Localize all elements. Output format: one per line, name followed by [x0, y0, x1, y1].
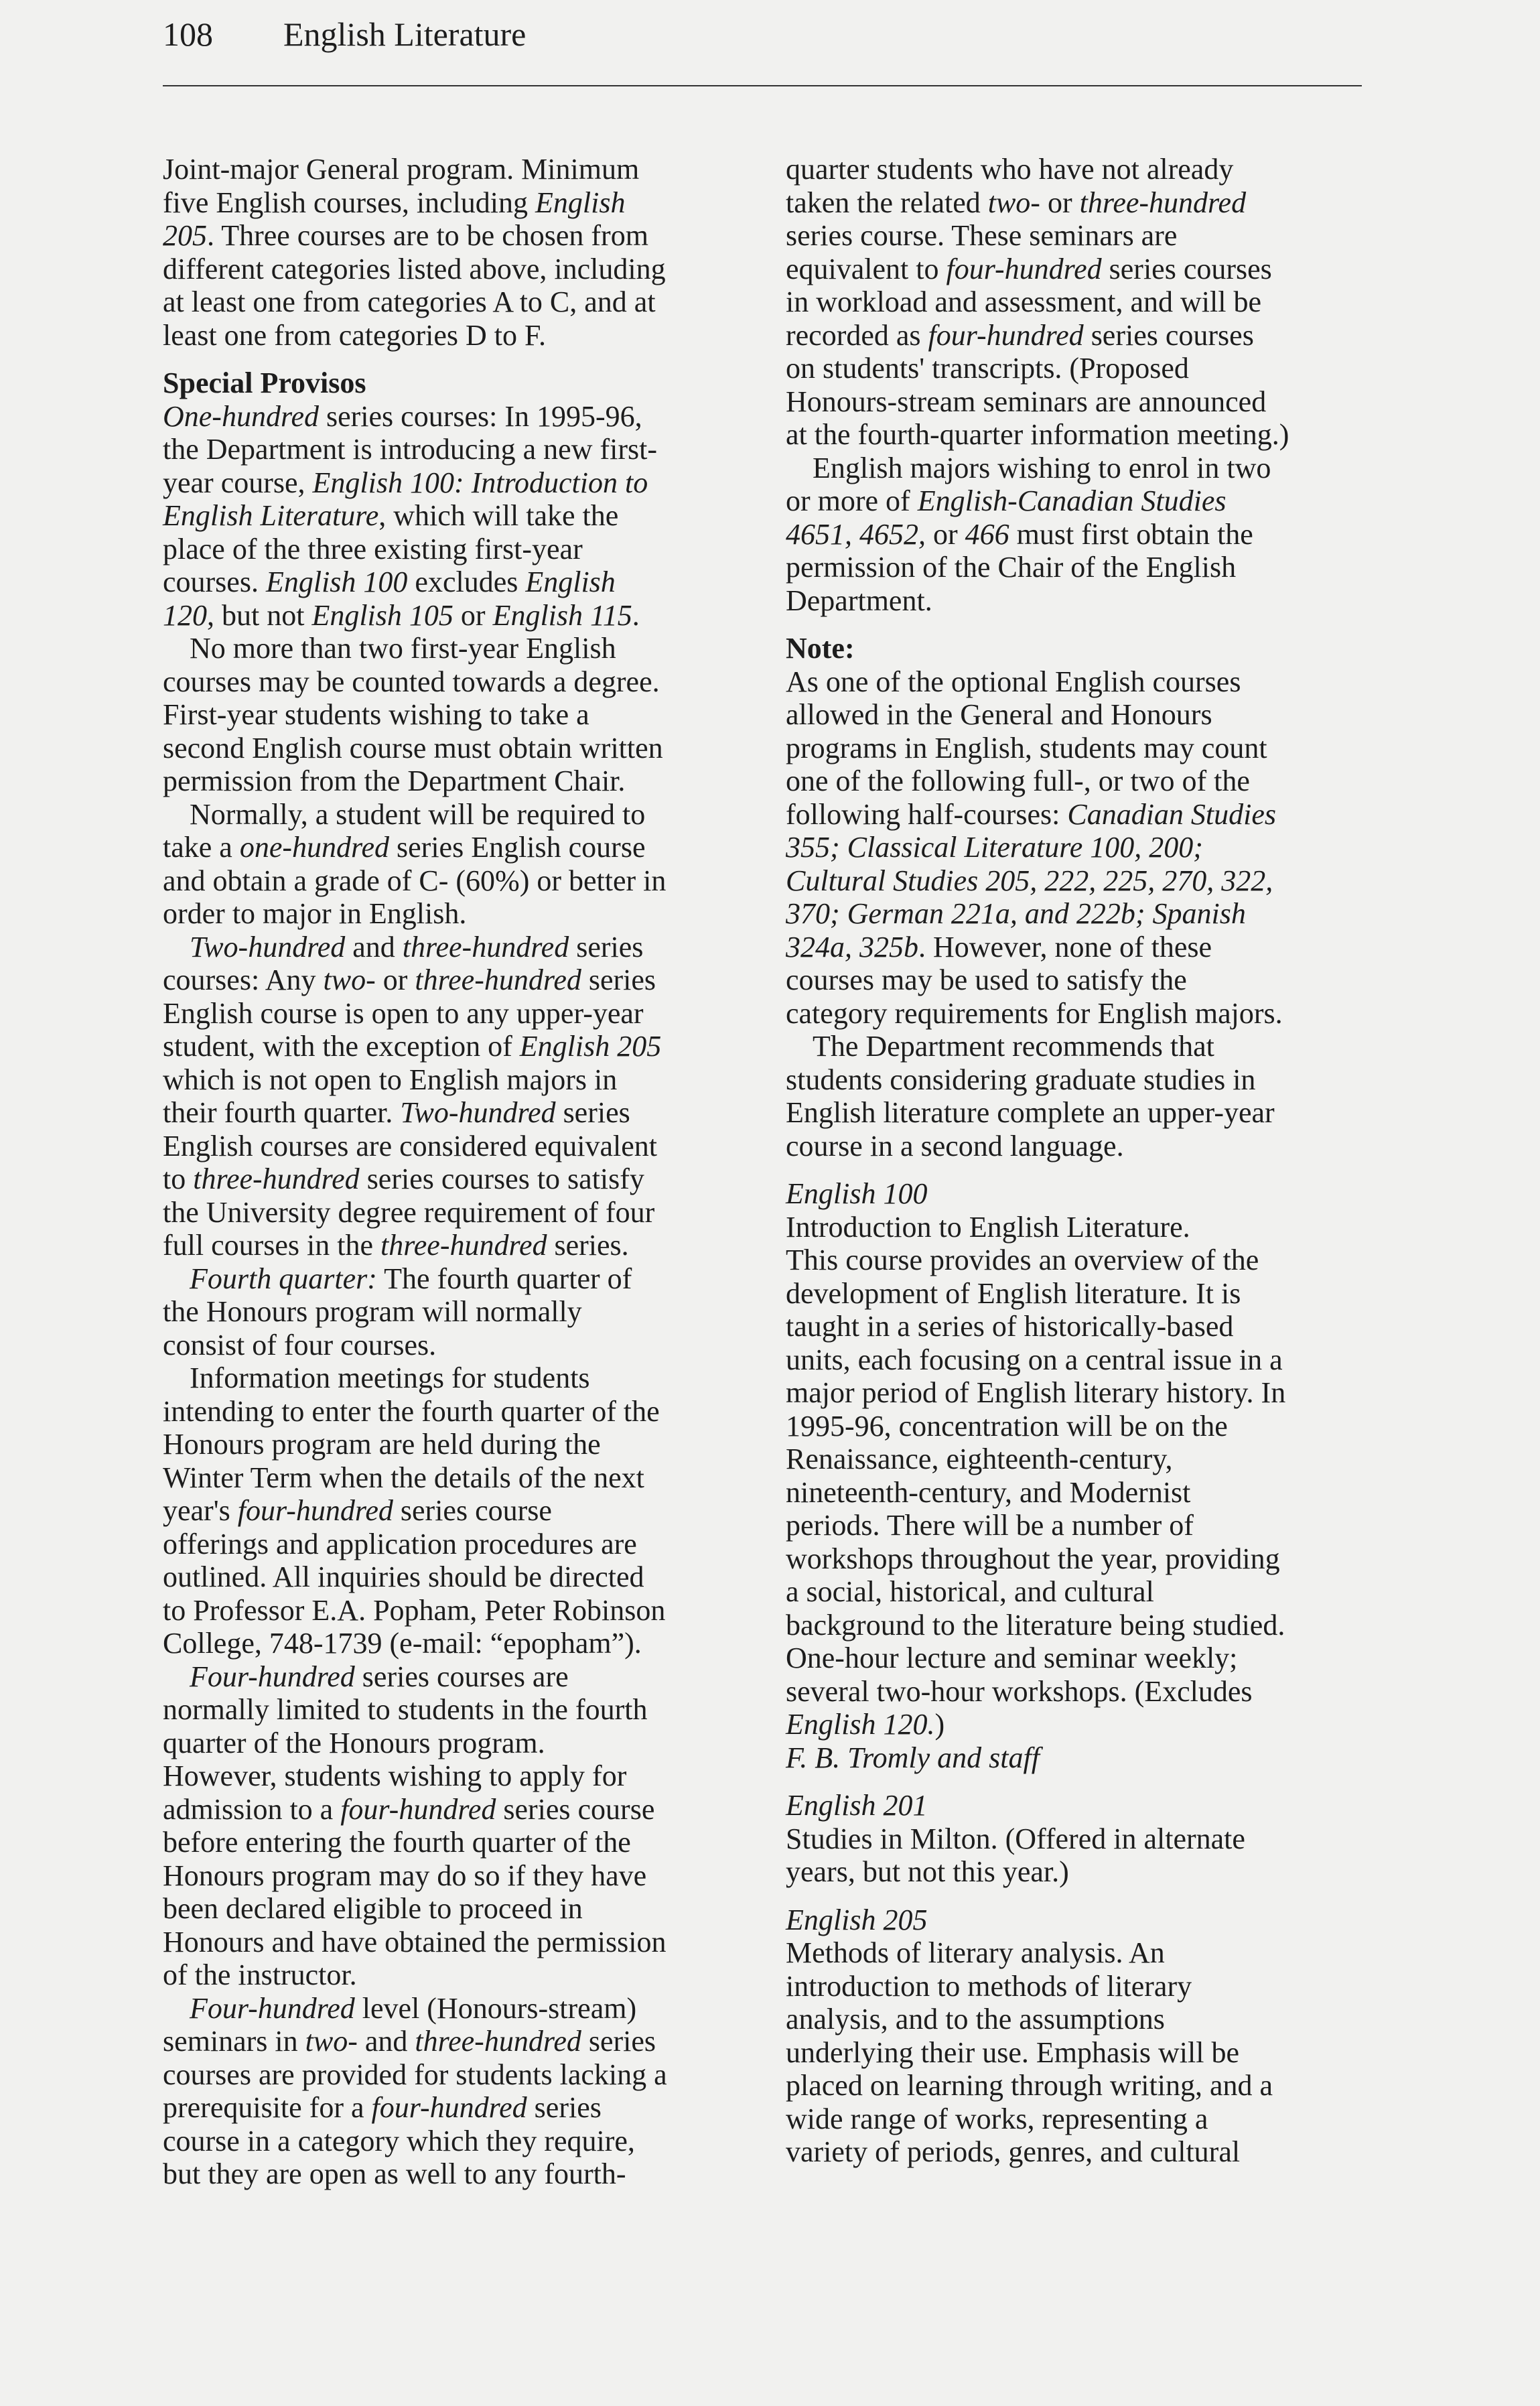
text-line: F. B. Tromly and staff	[786, 1741, 1040, 1774]
text-line: taught in a series of historically-based	[786, 1310, 1234, 1343]
text-line: courses are provided for students lacking a	[163, 2058, 667, 2091]
text-line: Four-hundred level (Honours-stream)	[190, 1991, 637, 2025]
text-line: their fourth quarter. Two-hundred series	[163, 1096, 630, 1129]
text-line: second English course must obtain written	[163, 731, 663, 764]
text-line: Honours program may do so if they have	[163, 1859, 647, 1892]
text-line: 370; German 221a, and 222b; Spanish	[786, 897, 1246, 930]
running-title: English Literature	[283, 15, 527, 53]
text-line: of the instructor.	[163, 1958, 357, 1991]
text-line: outlined. All inquiries should be directed	[163, 1560, 644, 1593]
text-line: 205. Three courses are to be chosen from	[163, 219, 648, 252]
text-line: English majors wishing to enrol in two	[813, 451, 1271, 484]
text-line: Cultural Studies 205, 222, 225, 270, 322,	[786, 864, 1273, 897]
text-line: the Department is introducing a new first-	[163, 433, 658, 466]
text-line: major period of English literary history. In	[786, 1376, 1286, 1409]
text-line: to Professor E.A. Popham, Peter Robinson	[163, 1593, 666, 1627]
text-line: English 120.)	[786, 1708, 945, 1741]
paragraph	[163, 1361, 740, 1660]
text-line: before entering the fourth quarter of the	[163, 1826, 631, 1859]
text-line: students considering graduate studies in	[786, 1063, 1256, 1096]
text-line: Honours-stream seminars are announced	[786, 385, 1267, 418]
text-line: at the fourth-quarter information meeting.)	[786, 418, 1289, 451]
text-line: Studies in Milton. (Offered in alternate	[786, 1822, 1245, 1855]
text-line: 4651, 4652, or 466 must first obtain the	[786, 517, 1253, 551]
text-line: at least one from categories A to C, and at	[163, 285, 656, 318]
text-line: different categories listed above, including	[163, 252, 666, 285]
text-line: the University degree requirement of four	[163, 1195, 655, 1229]
text-line: One-hour lecture and seminar weekly;	[786, 1642, 1238, 1674]
text-line: English course is open to any upper-year	[163, 996, 644, 1030]
text-line: Honours program are held during the	[163, 1428, 601, 1461]
paragraph	[786, 452, 1363, 618]
text-line: Winter Term when the details of the next	[163, 1461, 644, 1494]
paragraph	[163, 931, 740, 1262]
page-number: 108	[163, 15, 213, 53]
text-line: following half-courses: Canadian Studies	[786, 797, 1277, 831]
text-line: years, but not this year.)	[786, 1855, 1069, 1888]
text-line: allowed in the General and Honours	[786, 698, 1212, 731]
page-header	[163, 8, 1362, 88]
section-heading-special-provisos: Special Provisos	[163, 366, 366, 399]
text-line: Introduction to English Literature.	[786, 1210, 1190, 1244]
text-line: offerings and application procedures are	[163, 1527, 637, 1560]
section-heading-note: Note:	[786, 632, 855, 665]
text-line: seminars in two- and three-hundred series	[163, 2025, 656, 2058]
text-line: placed on learning through writing, and a	[786, 2069, 1273, 2102]
text-line: courses. English 100 excludes English	[163, 565, 616, 598]
text-line: category requirements for English majors.	[786, 996, 1283, 1030]
text-line: which is not open to English majors in	[163, 1063, 618, 1096]
text-line: 1995-96, concentration will be on the	[786, 1409, 1228, 1443]
text-line: five English courses, including English	[163, 186, 626, 219]
text-line: 355; Classical Literature 100, 200;	[786, 831, 1203, 864]
text-line: Four-hundred series courses are	[190, 1660, 569, 1693]
text-line: normally limited to students in the fourth	[163, 1693, 648, 1726]
paragraph	[163, 1660, 740, 1992]
text-line: programs in English, students may count	[786, 731, 1267, 764]
text-line: several two-hour workshops. (Excludes	[786, 1674, 1253, 1708]
text-line: English 205	[786, 1903, 928, 1936]
text-line: English 100	[786, 1177, 928, 1210]
text-line: introduction to methods of literary	[786, 1969, 1192, 2003]
text-line: College, 748-1739 (e-mail: “epopham”).	[163, 1627, 642, 1660]
text-line: The Department recommends that	[813, 1030, 1214, 1063]
paragraph	[786, 665, 1363, 1030]
text-line: 324a, 325b. However, none of these	[786, 930, 1212, 963]
text-line: First-year students wishing to take a	[163, 698, 589, 731]
text-line: but they are open as well to any fourth-	[163, 2157, 626, 2190]
text-line: intending to enter the fourth quarter of the	[163, 1394, 660, 1428]
text-line: take a one-hundred series English course	[163, 831, 646, 864]
text-line: least one from categories D to F.	[163, 318, 546, 352]
text-line: or more of English-Canadian Studies	[786, 484, 1227, 517]
left-column	[163, 153, 740, 2191]
text-line: recorded as four-hundred series courses	[786, 318, 1254, 352]
text-line: been declared eligible to proceed in	[163, 1892, 583, 1925]
text-line: English literature complete an upper-year	[786, 1096, 1275, 1129]
text-line: Methods of literary analysis. An	[786, 1936, 1165, 1969]
text-line: courses may be used to satisfy the	[786, 963, 1187, 996]
text-line: permission of the Chair of the English	[786, 551, 1237, 584]
paragraph	[163, 1262, 740, 1362]
text-line: workshops throughout the year, providing	[786, 1542, 1280, 1575]
text-line: background to the literature being studied.	[786, 1608, 1285, 1642]
text-line: order to major in English.	[163, 897, 467, 930]
text-line: one of the following full-, or two of the	[786, 764, 1250, 797]
text-line: courses may be counted towards a degree.	[163, 665, 660, 698]
text-line: As one of the optional English courses	[786, 665, 1241, 698]
header-rule	[163, 85, 1362, 86]
text-line: courses: Any two- or three-hundred series	[163, 963, 656, 996]
text-line: No more than two first-year English	[190, 632, 616, 665]
paragraph	[163, 632, 740, 798]
text-line: units, each focusing on a central issue in a	[786, 1343, 1283, 1376]
text-line: consist of four courses.	[163, 1328, 437, 1361]
text-line: in workload and assessment, and will be	[786, 285, 1261, 318]
text-line: analysis, and to the assumptions	[786, 2003, 1165, 2035]
paragraph	[163, 798, 740, 931]
text-line: 120, but not English 105 or English 115.	[163, 598, 640, 632]
right-column	[786, 153, 1363, 2169]
paragraph	[786, 153, 1363, 452]
text-line: the Honours program will normally	[163, 1295, 582, 1328]
text-line: Two-hundred and three-hundred series	[190, 930, 644, 963]
paragraph	[163, 153, 740, 352]
text-line: to three-hundred series courses to satisfy	[163, 1162, 644, 1195]
text-line: Renaissance, eighteenth-century,	[786, 1443, 1173, 1475]
text-line: year course, English 100: Introduction to	[163, 466, 648, 499]
text-line: One-hundred series courses: In 1995-96,	[163, 399, 642, 433]
text-line: permission from the Department Chair.	[163, 764, 626, 797]
text-line: course in a category which they require,	[163, 2124, 635, 2157]
text-line: and obtain a grade of C- (60%) or better in	[163, 864, 667, 897]
text-line: quarter of the Honours program.	[163, 1726, 545, 1759]
course-entry-english-100	[786, 1177, 1363, 1774]
text-line: series course. These seminars are	[786, 219, 1178, 252]
text-line: Joint-major General program. Minimum	[163, 153, 640, 186]
text-line: prerequisite for a four-hundred series	[163, 2091, 602, 2124]
text-line: development of English literature. It is	[786, 1276, 1241, 1310]
text-line: on students' transcripts. (Proposed	[786, 352, 1189, 385]
text-line: year's four-hundred series course	[163, 1494, 552, 1527]
text-line: nineteenth-century, and Modernist	[786, 1475, 1191, 1509]
text-line: student, with the exception of English 205	[163, 1030, 662, 1063]
text-line: However, students wishing to apply for	[163, 1759, 627, 1792]
text-line: quarter students who have not already	[786, 153, 1234, 186]
text-line: Department.	[786, 584, 932, 617]
text-line: Fourth quarter: The fourth quarter of	[190, 1262, 632, 1295]
text-line: English Literature, which will take the	[163, 499, 619, 532]
text-line: full courses in the three-hundred series.	[163, 1229, 629, 1262]
text-line: Normally, a student will be required to	[190, 797, 646, 831]
text-line: periods. There will be a number of	[786, 1509, 1194, 1542]
text-line: Honours and have obtained the permission	[163, 1925, 667, 1958]
text-line: English courses are considered equivalent	[163, 1129, 657, 1162]
text-line: taken the related two- or three-hundred	[786, 186, 1247, 219]
text-line: underlying their use. Emphasis will be	[786, 2035, 1239, 2069]
text-line: variety of periods, genres, and cultural	[786, 2135, 1241, 2168]
paragraph	[786, 1030, 1363, 1162]
text-line: a social, historical, and cultural	[786, 1575, 1154, 1608]
paragraph	[163, 400, 740, 632]
text-line: English 201	[786, 1789, 928, 1822]
text-line: This course provides an overview of the	[786, 1244, 1259, 1276]
text-line: Information meetings for students	[190, 1361, 590, 1394]
text-line: wide range of works, representing a	[786, 2102, 1208, 2135]
paragraph	[163, 1992, 740, 2191]
course-entry-english-205	[786, 1903, 1363, 2169]
text-line: place of the three existing first-year	[163, 532, 583, 565]
text-line: admission to a four-hundred series course	[163, 1792, 655, 1826]
course-entry-english-201	[786, 1789, 1363, 1889]
text-line: equivalent to four-hundred series courses	[786, 252, 1272, 285]
text-line: course in a second language.	[786, 1129, 1124, 1162]
